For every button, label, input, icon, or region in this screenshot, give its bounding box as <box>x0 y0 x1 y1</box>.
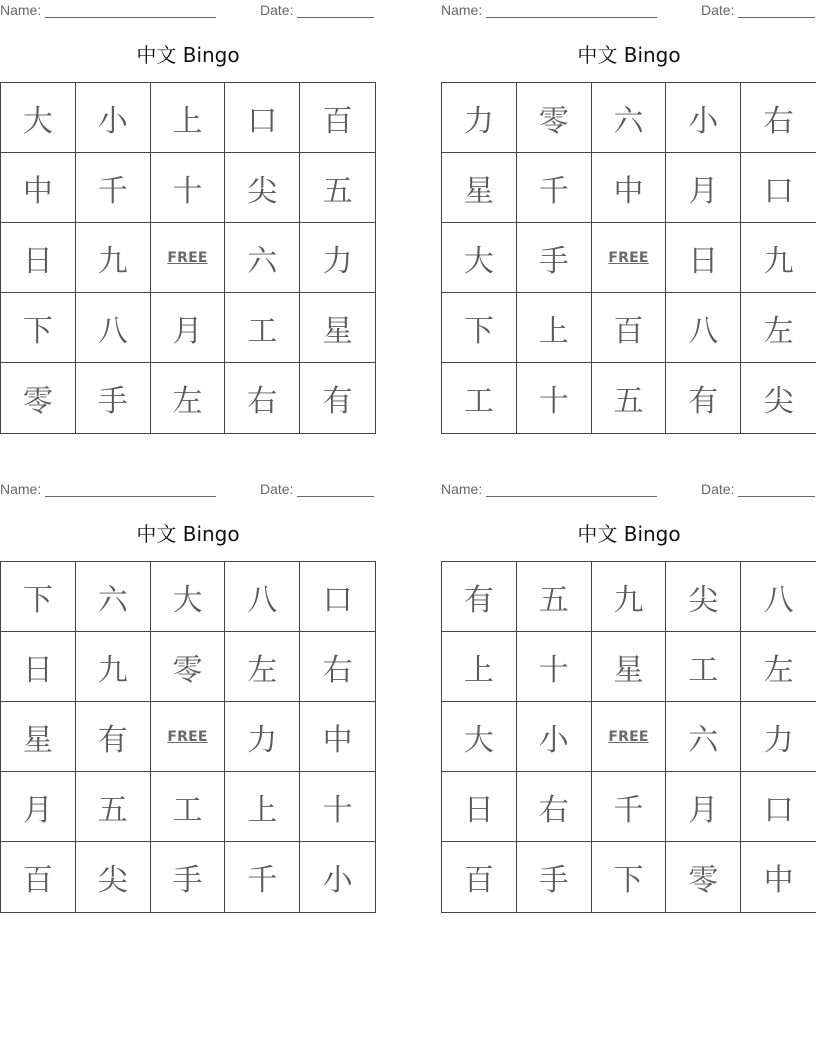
bingo-cell: 九 <box>76 632 151 702</box>
bingo-card-2 <box>441 0 816 440</box>
bingo-cell: 百 <box>300 83 375 153</box>
bingo-cell: 上 <box>517 293 592 363</box>
bingo-grid <box>0 82 376 434</box>
name-line <box>486 4 657 18</box>
bingo-cell: 右 <box>517 772 592 842</box>
free-space-cell: FREE <box>151 223 226 293</box>
bingo-cell: 千 <box>517 153 592 223</box>
bingo-cell: 大 <box>442 702 517 772</box>
bingo-cell: 下 <box>1 293 76 363</box>
bingo-cell: 有 <box>322 384 353 419</box>
bingo-cell: 六 <box>666 702 741 772</box>
free-space-cell: FREE <box>151 702 226 772</box>
date-label: Date: <box>701 481 735 497</box>
bingo-cell: 上 <box>151 83 226 153</box>
name-label: Name: <box>441 481 483 497</box>
bingo-cell: 手 <box>76 363 151 433</box>
bingo-cell: 十 <box>517 632 592 702</box>
bingo-cell: 月 <box>666 153 741 223</box>
bingo-cell: 星 <box>592 632 667 702</box>
bingo-cell: 小 <box>666 83 741 153</box>
card-title: 中文 Bingo <box>136 522 240 546</box>
bingo-cell: 力 <box>442 83 517 153</box>
bingo-card-3 <box>0 479 376 919</box>
bingo-cell: 千 <box>592 772 667 842</box>
bingo-cell: 力 <box>225 702 300 772</box>
bingo-cell: 口 <box>741 772 816 842</box>
card-title: 中文 Bingo <box>136 43 240 67</box>
bingo-cell: 百 <box>442 842 517 912</box>
bingo-cell: 月 <box>666 772 741 842</box>
date-line <box>297 4 374 18</box>
date-field <box>701 481 815 497</box>
bingo-cell: 力 <box>741 702 816 772</box>
bingo-cell: 左 <box>741 632 816 702</box>
bingo-cell: 工 <box>666 632 741 702</box>
bingo-grid <box>441 82 816 434</box>
bingo-cell: 零 <box>151 632 226 702</box>
bingo-cell: 八 <box>225 562 300 632</box>
card-title: 中文 Bingo <box>577 522 681 546</box>
free-space-cell: FREE <box>592 223 667 293</box>
bingo-cell: 手 <box>517 223 592 293</box>
name-line <box>486 483 657 497</box>
bingo-cell: 工 <box>225 293 300 363</box>
bingo-cell: 日 <box>666 223 741 293</box>
bingo-cell: 八 <box>741 562 816 632</box>
card-header <box>0 2 376 20</box>
bingo-cell: 中 <box>1 153 76 223</box>
bingo-cell: 月 <box>1 772 76 842</box>
card-header <box>441 2 816 20</box>
bingo-cell: 右 <box>225 363 300 433</box>
bingo-cell: 口 <box>300 562 375 632</box>
date-label: Date: <box>260 481 294 497</box>
bingo-cell: 左 <box>151 363 226 433</box>
bingo-cell: 月 <box>151 293 226 363</box>
bingo-card-1 <box>0 0 376 440</box>
bingo-cell: 零 <box>666 842 741 912</box>
bingo-cell: 大 <box>1 83 76 153</box>
bingo-cell: 手 <box>517 842 592 912</box>
bingo-cell: 大 <box>151 562 226 632</box>
bingo-cell: 八 <box>76 293 151 363</box>
bingo-cell: 千 <box>225 842 300 912</box>
bingo-cell: 有 <box>666 363 741 433</box>
bingo-cell: 五 <box>592 363 667 433</box>
card-header <box>0 481 376 499</box>
date-line <box>297 483 374 497</box>
bingo-cell: 星 <box>442 153 517 223</box>
bingo-cell: 八 <box>666 293 741 363</box>
bingo-cell: 星 <box>300 293 375 363</box>
bingo-cell: 日 <box>1 223 76 293</box>
bingo-cell: 小 <box>76 83 151 153</box>
name-label: Name: <box>441 2 483 18</box>
card-header <box>441 481 816 499</box>
bingo-cell: 小 <box>517 702 592 772</box>
name-line <box>45 4 216 18</box>
bingo-cell: 上 <box>225 772 300 842</box>
bingo-cell: 五 <box>300 153 375 223</box>
date-line <box>738 483 815 497</box>
bingo-cell: 下 <box>1 562 76 632</box>
bingo-cell: 下 <box>592 842 667 912</box>
bingo-card-4 <box>441 479 816 919</box>
bingo-cell: 有 <box>442 562 517 632</box>
bingo-cell: 百 <box>1 842 76 912</box>
bingo-cell: 手 <box>151 842 226 912</box>
bingo-cell: 中 <box>592 153 667 223</box>
bingo-cell: 五 <box>517 562 592 632</box>
bingo-cell: 尖 <box>666 562 741 632</box>
date-label: Date: <box>701 2 735 18</box>
name-label: Name: <box>0 481 42 497</box>
bingo-cell: 尖 <box>225 153 300 223</box>
bingo-cell: 右 <box>300 632 375 702</box>
name-field <box>441 481 657 497</box>
name-field <box>0 481 216 497</box>
bingo-cell: 工 <box>151 772 226 842</box>
bingo-cell: 零 <box>1 363 76 433</box>
bingo-cell: 下 <box>442 293 517 363</box>
bingo-cell: 五 <box>76 772 151 842</box>
bingo-cell: 工 <box>442 363 517 433</box>
name-label: Name: <box>0 2 42 18</box>
card-title: 中文 Bingo <box>577 43 681 67</box>
bingo-cell: 零 <box>517 83 592 153</box>
bingo-cell: 口 <box>741 153 816 223</box>
bingo-cell: 中 <box>763 863 794 898</box>
date-line <box>738 4 815 18</box>
bingo-cell: 六 <box>76 562 151 632</box>
bingo-cell: 百 <box>592 293 667 363</box>
bingo-cell: 星 <box>1 702 76 772</box>
name-field <box>441 2 657 18</box>
bingo-cell: 小 <box>322 863 353 898</box>
name-line <box>45 483 216 497</box>
bingo-cell: 口 <box>225 83 300 153</box>
name-field <box>0 2 216 18</box>
bingo-cell: 九 <box>76 223 151 293</box>
bingo-grid <box>0 561 376 913</box>
bingo-cell: 有 <box>76 702 151 772</box>
bingo-cell: 十 <box>517 363 592 433</box>
date-field <box>260 2 374 18</box>
bingo-cell: 九 <box>592 562 667 632</box>
bingo-cell: 力 <box>300 223 375 293</box>
date-field <box>260 481 374 497</box>
bingo-grid <box>441 561 816 913</box>
free-space-cell: FREE <box>592 702 667 772</box>
bingo-cell: 左 <box>225 632 300 702</box>
bingo-cell: 九 <box>741 223 816 293</box>
bingo-cell: 尖 <box>763 384 794 419</box>
bingo-cell: 十 <box>300 772 375 842</box>
bingo-cell: 左 <box>741 293 816 363</box>
bingo-cell: 六 <box>592 83 667 153</box>
bingo-cell: 上 <box>442 632 517 702</box>
bingo-cell: 尖 <box>76 842 151 912</box>
bingo-cell: 日 <box>1 632 76 702</box>
bingo-cell: 右 <box>741 83 816 153</box>
bingo-cell: 中 <box>300 702 375 772</box>
date-label: Date: <box>260 2 294 18</box>
date-field <box>701 2 815 18</box>
bingo-cell: 千 <box>76 153 151 223</box>
bingo-cell: 六 <box>225 223 300 293</box>
bingo-cell: 十 <box>151 153 226 223</box>
bingo-cell: 大 <box>442 223 517 293</box>
bingo-cell: 日 <box>442 772 517 842</box>
